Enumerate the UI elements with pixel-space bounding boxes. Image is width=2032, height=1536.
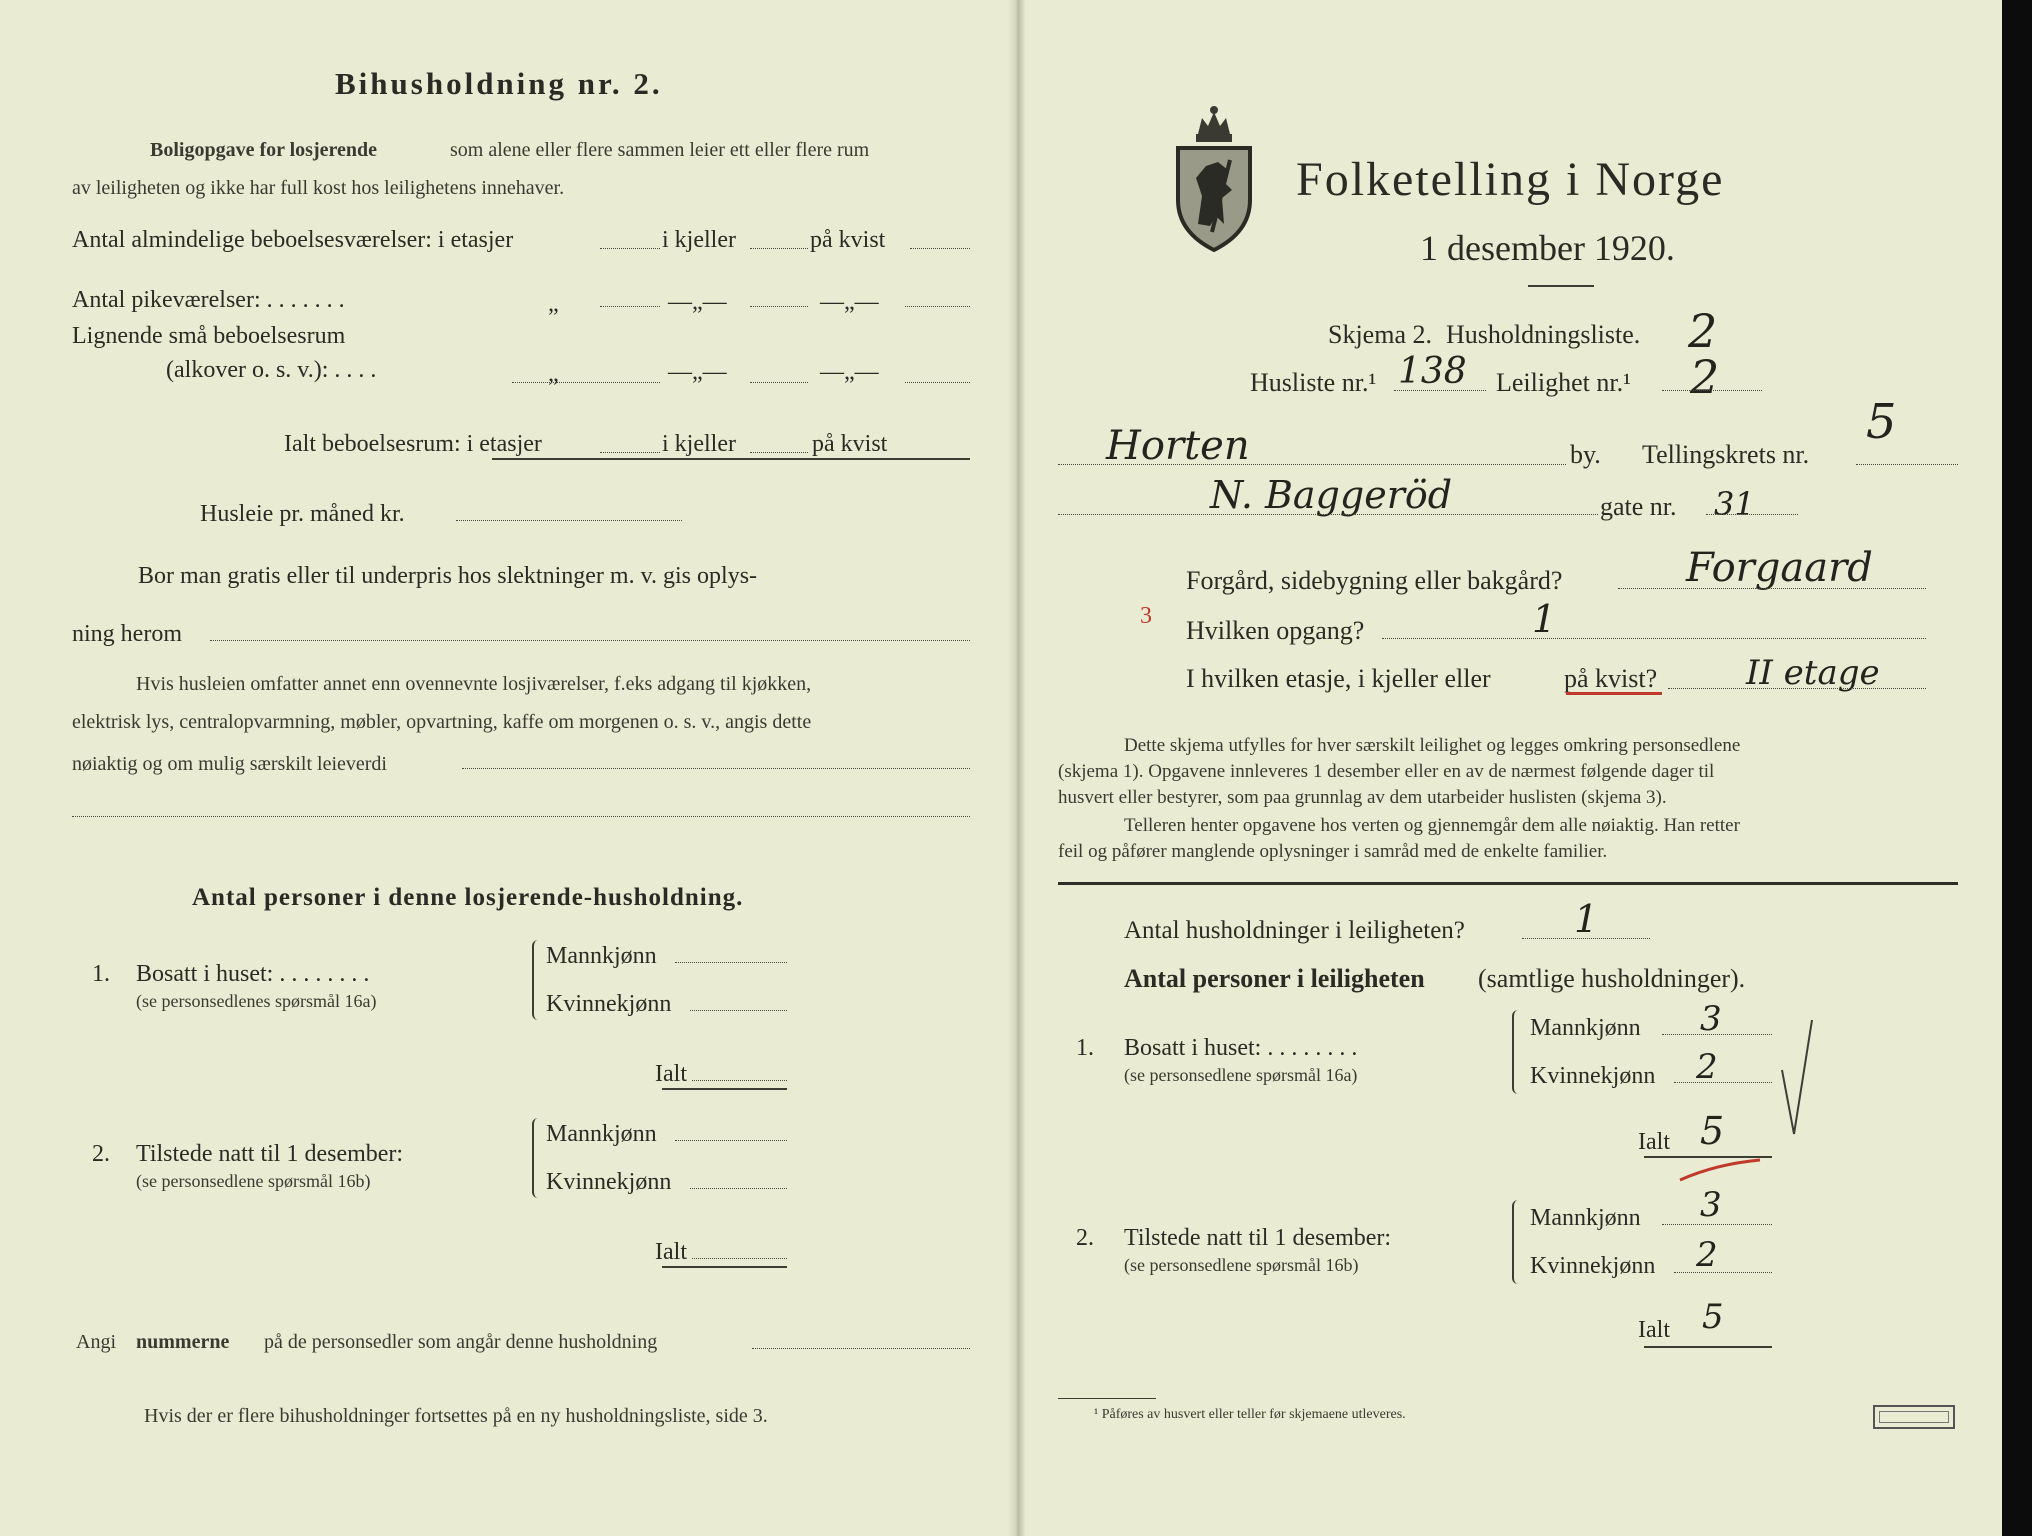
lign-ditto-2: —„— xyxy=(668,359,727,385)
note-line-1: Dette skjema utfylles for hver særskilt leilighet og legges omkring personsedlene xyxy=(1124,735,1741,756)
right-q1-sub: (se personsedlene spørsmål 16a) xyxy=(1124,1065,1358,1085)
bor-line-1: Bor man gratis eller til underpris hos slektninger m. v. gis oplys- xyxy=(138,563,758,589)
scan-edge xyxy=(2002,0,2032,1536)
leilighet-line xyxy=(1662,390,1762,391)
right-q1-ialt-label: Ialt xyxy=(1638,1129,1670,1155)
footnote-rule xyxy=(1058,1398,1156,1399)
bor-line-2: ning herom xyxy=(72,621,182,647)
gate-no-value: 31 xyxy=(1714,485,1755,523)
archive-stamp xyxy=(1873,1405,1955,1429)
intro-line-2: av leiligheten og ikke har full kost hos leilighetens innehaver. xyxy=(72,177,565,199)
ialt-rooms-label: Ialt beboelsesrum: i etasjer xyxy=(284,431,542,457)
forgaard-line xyxy=(1618,588,1926,589)
antal-hush-value: 1 xyxy=(1574,897,1599,941)
husholdningsliste-value: 2 xyxy=(1688,304,1718,358)
ialt-rooms-line-1 xyxy=(600,452,660,453)
ialt-rooms-kjeller: i kjeller xyxy=(662,431,736,457)
leilighet-value: 2 xyxy=(1690,350,1720,404)
lignende-label-1: Lignende små beboelsesrum xyxy=(72,323,346,349)
right-q1-kvinne-value: 2 xyxy=(1696,1047,1718,1087)
lign-ditto-3: —„— xyxy=(820,359,879,385)
right-q1-mann-value: 3 xyxy=(1700,999,1722,1039)
title-rule xyxy=(1528,285,1594,287)
left-q1-mann-label: Mannkjønn xyxy=(546,943,657,969)
left-q2-mann-line xyxy=(675,1140,787,1141)
form-date: 1 desember 1920. xyxy=(1420,228,1675,268)
angi-pre: Angi xyxy=(76,1331,116,1353)
right-q2-mann-label: Mannkjønn xyxy=(1530,1205,1641,1231)
form-title: Folketelling i Norge xyxy=(1296,153,1725,206)
right-q1-mann-label: Mannkjønn xyxy=(1530,1015,1641,1041)
right-q2-ialt-label: Ialt xyxy=(1638,1317,1670,1343)
pike-label: Antal pikeværelser: . . . . . . . xyxy=(72,287,345,313)
lign-line-1 xyxy=(512,382,660,383)
rooms-kvist-label: på kvist xyxy=(810,227,886,253)
left-q2-mann-label: Mannkjønn xyxy=(546,1121,657,1147)
antal-pers-rest: (samtlige husholdninger). xyxy=(1478,964,1746,993)
footnote: ¹ Påføres av husvert eller teller før skjemaene utleveres. xyxy=(1094,1407,1406,1422)
right-q1-label: Bosatt i huset: . . . . . . . . xyxy=(1124,1035,1358,1061)
antal-pers-bold: Antal personer i leiligheten xyxy=(1124,964,1425,993)
left-q2-ialt-underline xyxy=(662,1266,787,1268)
note-line-5: feil og påfører manglende oplysninger i samråd med de enkelte familier. xyxy=(1058,841,1608,862)
right-q2-kvinne-line xyxy=(1674,1272,1772,1273)
section-divider xyxy=(1058,882,1958,885)
husliste-line xyxy=(1394,390,1486,391)
left-q2-ialt-label: Ialt xyxy=(655,1239,687,1265)
skjema-label: Skjema 2. xyxy=(1328,320,1432,349)
note-line-3: husvert eller bestyrer, som paa grunnlag av dem utarbeider huslisten (skjema 3). xyxy=(1058,787,1667,808)
right-q2-num: 2. xyxy=(1076,1225,1094,1251)
left-heading: Bihusholdning nr. 2. xyxy=(335,66,663,101)
left-q1-ialt-underline xyxy=(662,1088,787,1090)
hvis-line-b xyxy=(72,816,970,817)
left-q2-kvinne-line xyxy=(690,1188,787,1189)
gate-label: gate nr. xyxy=(1600,492,1677,521)
rooms-kvist-line xyxy=(910,248,970,249)
left-footer: Hvis der er flere bihusholdninger fortsettes på en ny husholdningsliste, side 3. xyxy=(144,1405,768,1427)
left-antal-heading: Antal personer i denne losjerende-husholdning. xyxy=(192,884,744,911)
right-q2-mann-line xyxy=(1662,1224,1772,1225)
pike-ditto-2: —„— xyxy=(668,289,727,315)
opgang-line xyxy=(1382,638,1926,639)
pike-ditto-3: —„— xyxy=(820,289,879,315)
husleie-line xyxy=(456,520,682,521)
right-q2-label: Tilstede natt til 1 desember: xyxy=(1124,1225,1392,1251)
right-q2-kvinne-label: Kvinnekjønn xyxy=(1530,1253,1656,1279)
right-q2-ialt-underline xyxy=(1644,1346,1772,1348)
right-q1-mann-line xyxy=(1662,1034,1772,1035)
intro-line-1: som alene eller flere sammen leier ett eller flere rum xyxy=(450,139,870,161)
angi-bold: nummerne xyxy=(136,1331,230,1353)
pike-line-3 xyxy=(905,306,970,307)
left-q1-brace xyxy=(532,940,542,1020)
margin-red-mark: 3 xyxy=(1140,603,1152,629)
rooms-kjeller-label: i kjeller xyxy=(662,227,736,253)
intro-bold: Boligopgave for losjerende xyxy=(150,139,378,161)
right-q2-kvinne-value: 2 xyxy=(1696,1235,1718,1275)
gate-no-line xyxy=(1706,514,1798,515)
hvis-line-2: elektrisk lys, centralopvarmning, møbler, opvartning, kaffe om morgenen o. s. v., angis dette xyxy=(72,711,812,733)
right-q1-kvinne-label: Kvinnekjønn xyxy=(1530,1063,1656,1089)
left-q2-label: Tilstede natt til 1 desember: xyxy=(136,1141,404,1167)
left-q1-sub: (se personsedlenes spørsmål 16a) xyxy=(136,991,377,1011)
antal-hush-line xyxy=(1522,938,1650,939)
right-q2-ialt-value: 5 xyxy=(1702,1297,1724,1337)
by-label: by. xyxy=(1570,440,1601,469)
forgaard-value: Forgaard xyxy=(1686,545,1873,591)
by-value: Horten xyxy=(1106,423,1250,469)
krets-value: 5 xyxy=(1866,394,1897,450)
right-q1-num: 1. xyxy=(1076,1035,1094,1061)
hvis-line-1: Hvis husleien omfatter annet enn ovennevnte losjiværelser, f.eks adgang til kjøkken, xyxy=(136,673,812,695)
left-q1-mann-line xyxy=(675,962,787,963)
left-q1-label: Bosatt i huset: . . . . . . . . xyxy=(136,961,370,987)
left-q1-kvinne-label: Kvinnekjønn xyxy=(546,991,672,1017)
etasje-line xyxy=(1668,688,1926,689)
husliste-label: Husliste nr.¹ xyxy=(1250,368,1377,397)
hvis-line-3: nøiaktig og om mulig særskilt leieverdi xyxy=(72,753,387,775)
left-q1-ialt-line xyxy=(692,1080,787,1081)
krets-line xyxy=(1856,464,1958,465)
etasje-label-2: på kvist? xyxy=(1564,664,1658,693)
pike-line-2 xyxy=(750,306,808,307)
left-q2-sub: (se personsedlene spørsmål 16b) xyxy=(136,1171,371,1191)
rooms-kjeller-line xyxy=(750,248,808,249)
left-q2-kvinne-label: Kvinnekjønn xyxy=(546,1169,672,1195)
opgang-label: Hvilken opgang? xyxy=(1186,616,1365,645)
lign-line-3 xyxy=(905,382,970,383)
gate-line xyxy=(1058,514,1598,515)
right-q1-kvinne-line xyxy=(1674,1082,1772,1083)
etasje-label-1: I hvilken etasje, i kjeller eller xyxy=(1186,664,1491,693)
pike-ditto-1: „ xyxy=(548,291,559,317)
husholdningsliste-label: Husholdningsliste. xyxy=(1446,320,1641,349)
note-line-4: Telleren henter opgavene hos verten og gjennemgår dem alle nøiaktig. Han retter xyxy=(1124,815,1740,836)
hvis-line-a xyxy=(462,768,970,769)
rooms-label: Antal almindelige beboelsesværelser: i etasjer xyxy=(72,227,514,253)
ialt-rooms-underline xyxy=(492,458,970,460)
angi-post: på de personsedler som angår denne husholdning xyxy=(264,1331,658,1353)
pencil-tick-icon xyxy=(1776,1010,1816,1140)
husleie-label: Husleie pr. måned kr. xyxy=(200,501,405,527)
krets-label: Tellingskrets nr. xyxy=(1642,440,1810,469)
ialt-rooms-line-2 xyxy=(750,452,808,453)
leilighet-label: Leilighet nr.¹ xyxy=(1496,368,1631,397)
left-q1-kvinne-line xyxy=(690,1010,787,1011)
right-q2-brace xyxy=(1512,1200,1522,1284)
husliste-value: 138 xyxy=(1398,351,1467,392)
left-q2-ialt-line xyxy=(692,1258,787,1259)
etasje-red-underline xyxy=(1566,692,1662,695)
norwegian-coat-of-arms-icon xyxy=(1172,104,1256,254)
ialt-rooms-kvist: på kvist xyxy=(812,431,888,457)
right-q2-mann-value: 3 xyxy=(1700,1185,1722,1225)
lign-line-2 xyxy=(750,382,808,383)
right-q1-brace xyxy=(1512,1010,1522,1094)
right-q1-ialt-value: 5 xyxy=(1700,1109,1725,1153)
lignende-label-2: (alkover o. s. v.): . . . . xyxy=(166,357,377,383)
left-q2-num: 2. xyxy=(92,1141,110,1167)
note-line-2: (skjema 1). Opgavene innleveres 1 desember eller en av de nærmest følgende dager til xyxy=(1058,761,1715,782)
rooms-etasjer-line xyxy=(600,248,660,249)
left-q1-num: 1. xyxy=(92,961,110,987)
right-q2-sub: (se personsedlene spørsmål 16b) xyxy=(1124,1255,1359,1275)
left-q1-ialt-label: Ialt xyxy=(655,1061,687,1087)
bor-line xyxy=(210,640,970,641)
forgaard-label: Forgård, sidebygning eller bakgård? xyxy=(1186,566,1563,595)
antal-hush-label: Antal husholdninger i leiligheten? xyxy=(1124,917,1465,944)
gate-value: N. Baggeröd xyxy=(1210,473,1453,517)
etasje-value: II etage xyxy=(1746,653,1880,693)
left-q2-brace xyxy=(532,1118,542,1198)
pike-line-1 xyxy=(600,306,660,307)
red-check-mark-icon xyxy=(1676,1150,1766,1190)
lign-ditto-1: „ xyxy=(548,361,559,387)
angi-line xyxy=(752,1348,970,1349)
opgang-value: 1 xyxy=(1532,597,1557,641)
by-line xyxy=(1058,464,1566,465)
page-fold xyxy=(1008,0,1026,1536)
